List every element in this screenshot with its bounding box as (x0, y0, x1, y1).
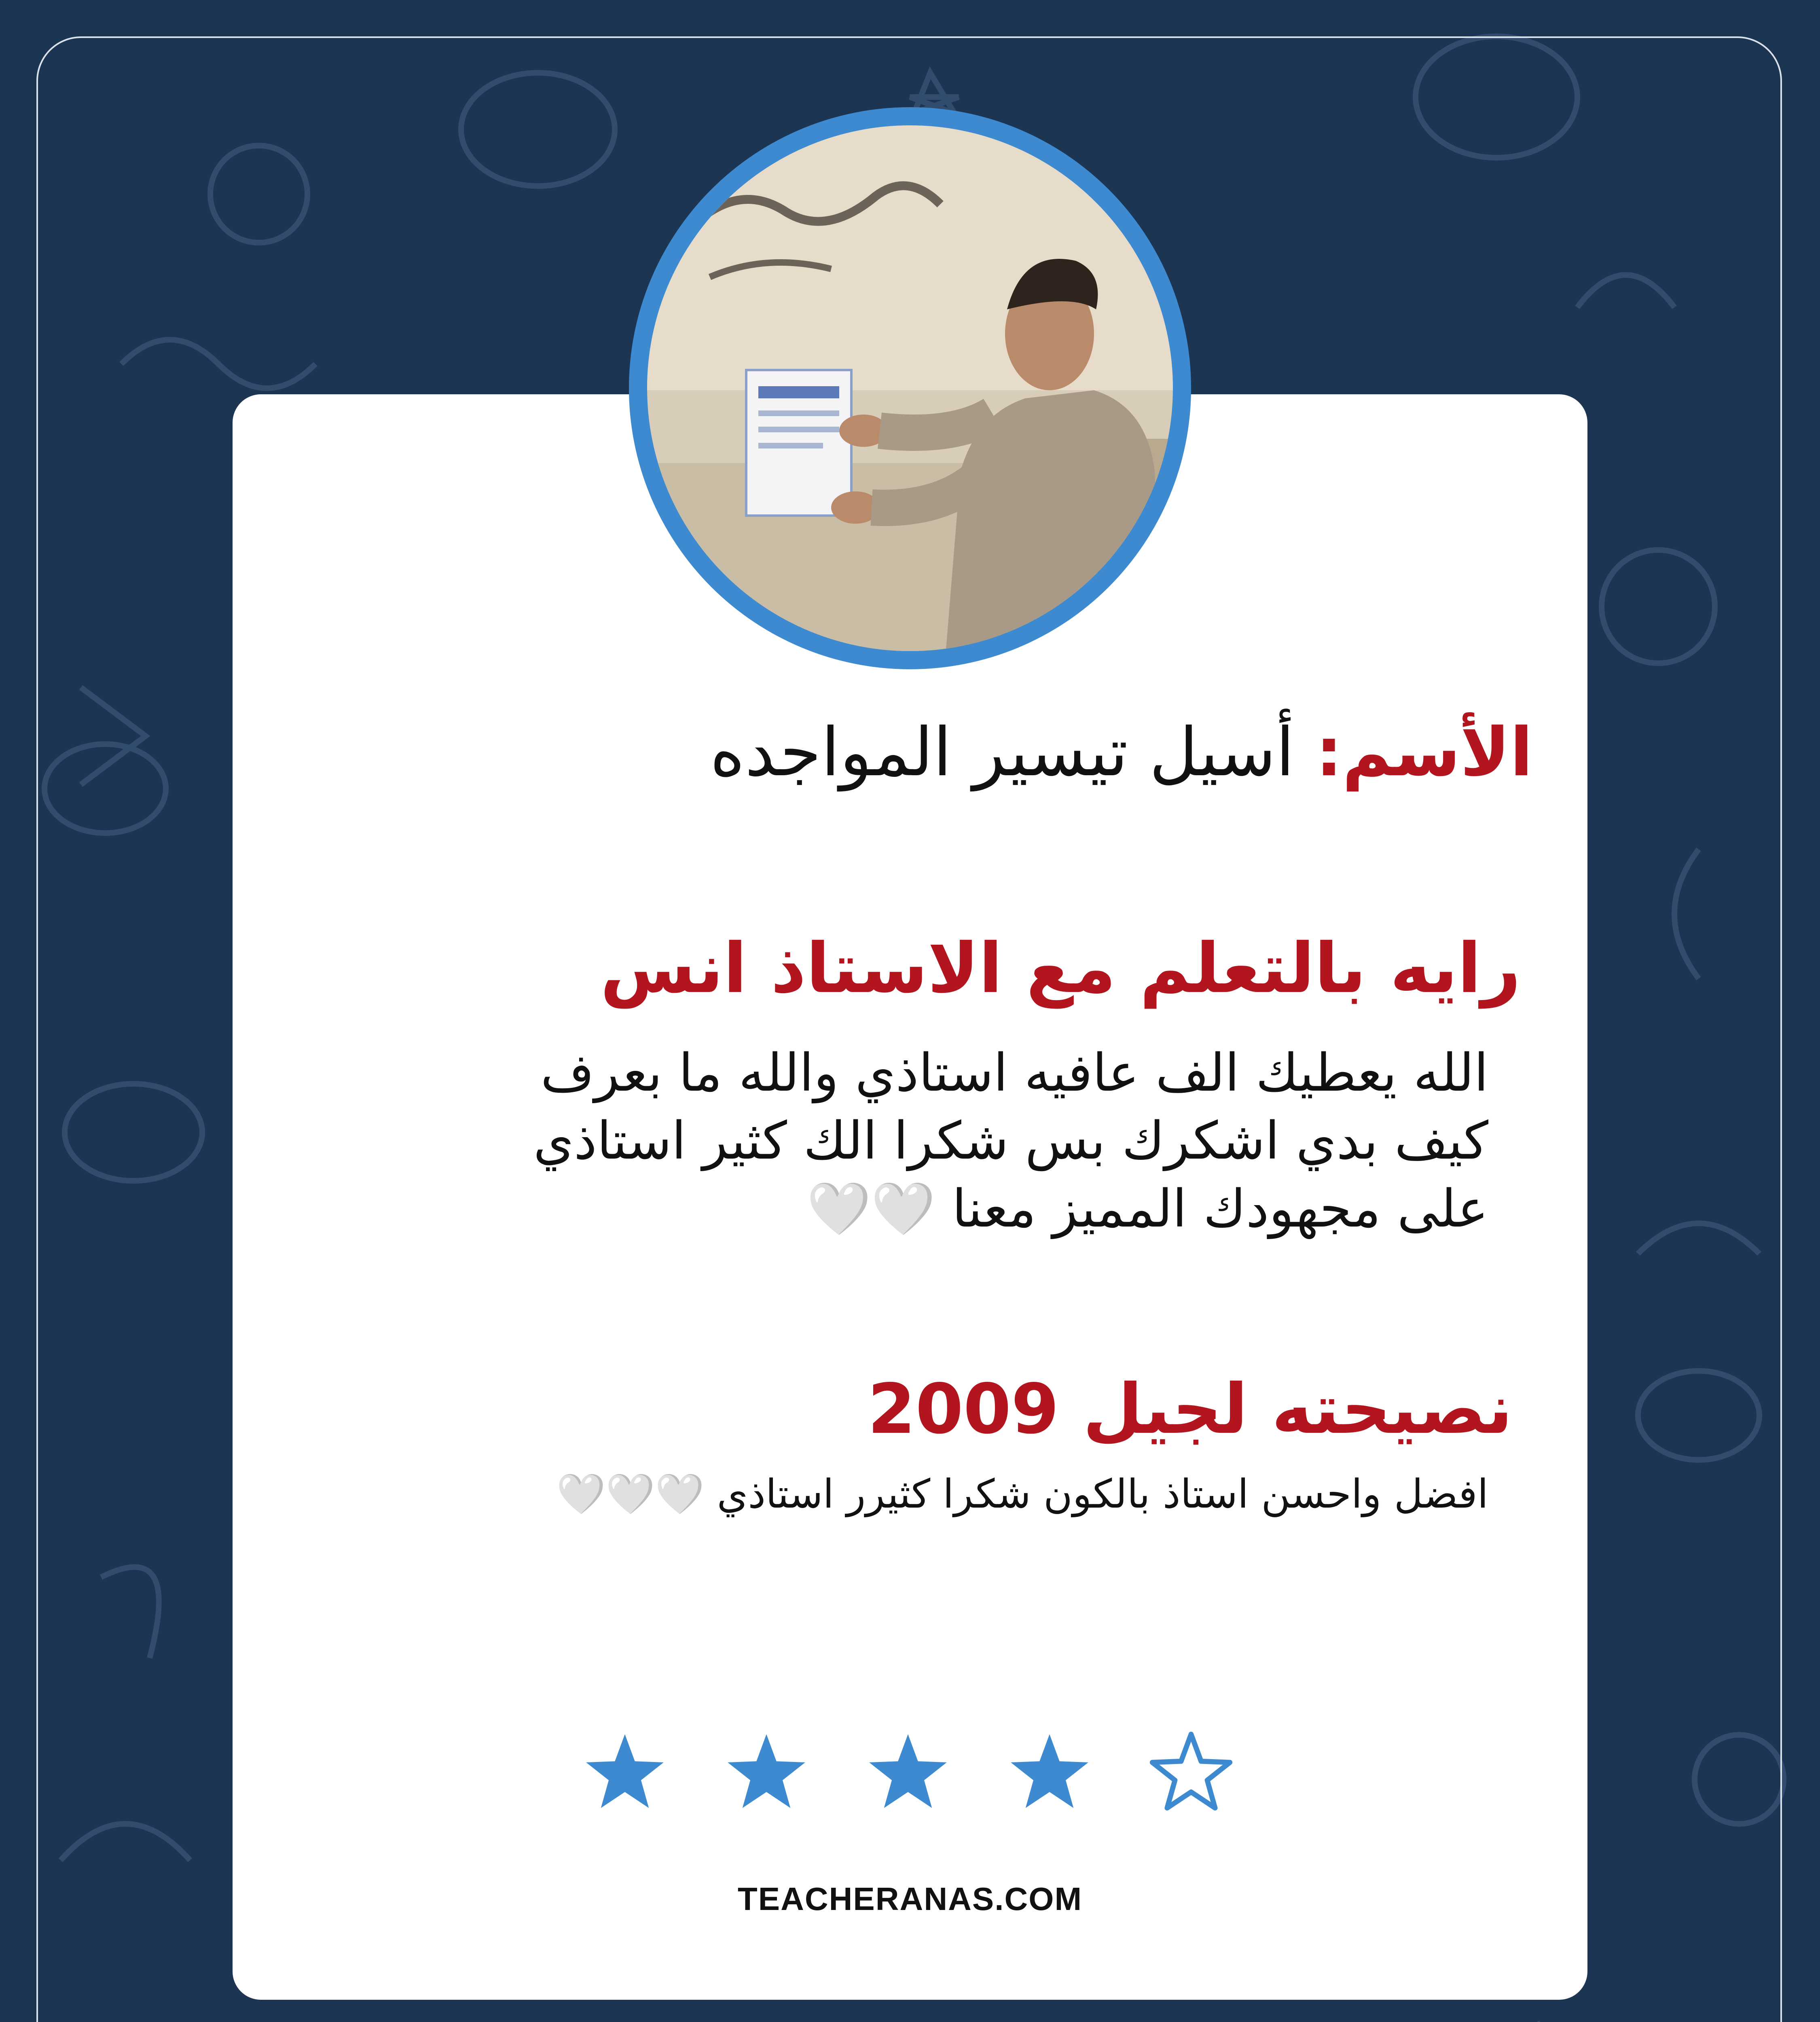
opinion-title: رايه بالتعلم مع الاستاذ انس (600, 929, 1521, 1009)
avatar (629, 107, 1191, 669)
star-rating (582, 1731, 1234, 1816)
advice-text: افضل واحسن استاذ بالكون شكرا كثيرر استاذي 🤍🤍🤍 (556, 1471, 1488, 1517)
opinion-line: على مجهودك المميز معنا 🤍🤍 (806, 1179, 1488, 1239)
star-filled-icon (866, 1731, 950, 1816)
student-name-line (710, 712, 1533, 793)
star-filled-icon (724, 1731, 809, 1816)
advice-title: نصيحته لجيل 2009 (868, 1369, 1513, 1449)
avatar-photo (629, 107, 1191, 669)
website-label: TEACHERANAS.COM (737, 1881, 1083, 1917)
opinion-line: الله يعطيك الف عافيه استاذي والله ما بعرف (540, 1043, 1488, 1103)
star-filled-icon (1007, 1731, 1092, 1816)
student-name: أسيل تيسير المواجده (710, 713, 1295, 791)
opinion-text (315, 1039, 1488, 1243)
opinion-line: كيف بدي اشكرك بس شكرا الك كثير استاذي (533, 1111, 1488, 1171)
star-empty-icon (1149, 1731, 1234, 1816)
star-filled-icon (582, 1731, 667, 1816)
name-label: الأسم: (1315, 713, 1533, 791)
